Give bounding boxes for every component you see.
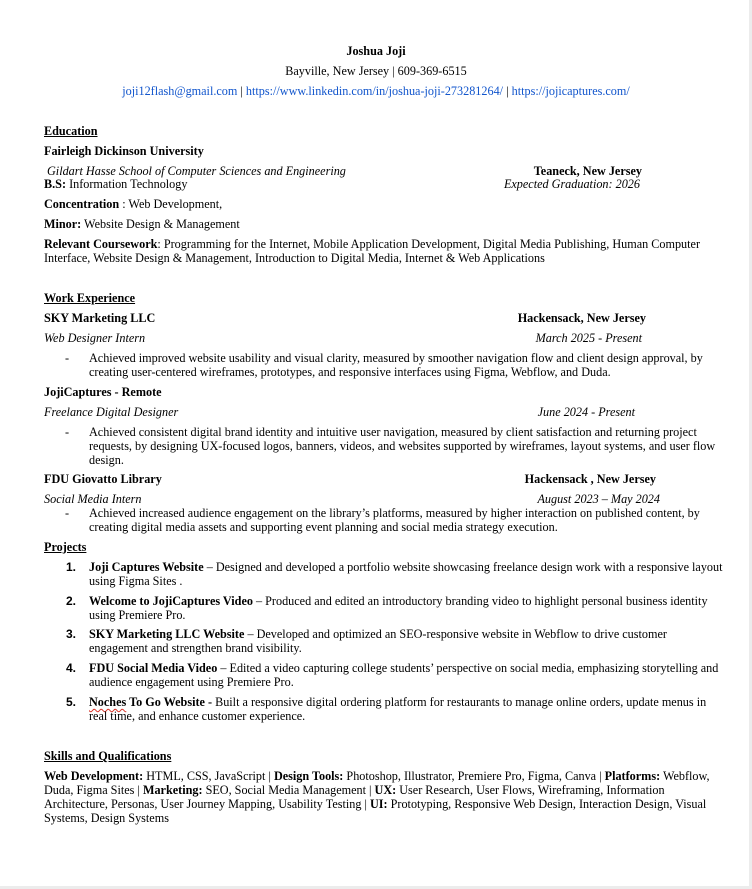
job-bullet: Achieved increased audience engagement on the library’s platforms, measured by higher interaction on published content, by creating digital media assets and supporting event planning and social media strategy execution. [89,506,700,534]
list-number: 5. [66,695,77,709]
job-title: Freelance Digital Designer [44,405,179,419]
project-item [89,627,724,655]
school-name: Fairleigh Dickinson University [44,144,204,158]
school-location: Teaneck, New Jersey [533,164,642,178]
projects-heading: Projects [44,540,87,554]
project-desc: – Developed and optimized an SEO-responsive website in Webflow to drive customer engagement and strengthen brand visibility. [89,627,667,655]
project-title-misspelled[interactable]: Noches [89,695,127,709]
list-number: 2. [66,594,77,608]
coursework [44,237,724,265]
project-item [89,594,724,622]
job-dates: August 2023 – May 2024 [537,492,660,506]
email-link[interactable]: joji12flash@gmail.com [122,84,238,98]
work-heading: Work Experience [44,291,136,305]
website-link[interactable]: https://jojicaptures.com/ [511,84,630,98]
bullet-dash: - [65,425,70,439]
job-dates: March 2025 - Present [535,331,642,345]
contact-links [0,84,752,98]
coursework-value: : Programming for the Internet, Mobile Application Development, Digital Media Publishing, Human Computer Interface, Website Design & Management, Introduction to Digital Media, Internet & Web Applications [44,237,700,265]
graduation-date: Expected Graduation: 2026 [503,177,640,191]
skill-label: Platforms: [604,769,661,783]
education-heading: Education [44,124,98,138]
job-company: FDU Giovatto Library [44,472,162,486]
project-desc: Built a responsive digital ordering platform for restaurants to manage online orders, update menus in real time, and enhance customer experience. [89,695,707,723]
degree-label: B.S: [44,177,67,191]
job-title: Social Media Intern [44,492,142,506]
skill-value: Photoshop, Illustrator, Premiere Pro, Figma, Canva | [343,769,605,783]
project-desc: – Produced and edited an introductory branding video to highlight personal business identity using Premiere Pro. [89,594,708,622]
skill-value: Prototyping, Responsive Web Design, Interaction Design, Visual Systems, Design Systems [44,797,707,825]
job-location: Hackensack , New Jersey [524,472,656,486]
project-title: To Go Website - [126,695,213,709]
minor [44,217,240,231]
skill-label: UI: [369,797,388,811]
concentration [44,197,222,211]
project-desc: – Designed and developed a portfolio website showcasing freelance design work with a responsive layout using Figma Sites . [89,560,723,588]
project-desc: – Edited a video capturing college students’ perspective on social media, emphasizing storytelling and audience engagement using Premiere Pro. [89,661,719,689]
project-item [89,560,724,588]
project-title: Welcome to JojiCaptures Video [89,594,253,608]
skill-label: UX: [374,783,397,797]
bullet-dash: - [65,351,70,365]
skill-value: User Research, User Flows, Wireframing, Information Architecture, Personas, User Journey Mapping, Usability Testing | [44,783,665,811]
skill-value: HTML, CSS, JavaScript | [143,769,274,783]
list-number: 3. [66,627,77,641]
project-title: SKY Marketing LLC Website [89,627,245,641]
resume-name: Joshua Joji [346,44,406,58]
skill-label: Design Tools: [273,769,344,783]
bullet-dash: - [65,506,70,520]
project-title: Joji Captures Website [89,560,204,574]
job-bullet: Achieved improved website usability and visual clarity, measured by smoother navigation flow and client design approval, by creating user-centered wireframes, prototypes, and responsive interfaces using Figma, Webflow, and Duda. [89,351,703,379]
skill-label: Marketing: [142,783,203,797]
linkedin-link[interactable]: https://www.linkedin.com/in/joshua-joji-273281264/ [245,84,504,98]
degree-value: Information Technology [66,177,188,191]
skill-value: Webflow, Duda, Figma Sites | [44,769,710,797]
college-name: Gildart Hasse School of Computer Sciences and Engineering [47,164,346,178]
skills-heading: Skills and Qualifications [44,749,172,763]
list-number: 4. [66,661,77,675]
minor-value: Website Design & Management [81,217,240,231]
concentration-label: Concentration [44,197,120,211]
job-bullet: Achieved consistent digital brand identity and intuitive user navigation, measured by client satisfaction and returning project requests, by designing UX-focused logos, banners, videos, and websites supported by wireframes, layout systems, and user flow design. [89,425,716,467]
job-company: JojiCaptures - Remote [44,385,162,399]
coursework-label: Relevant Coursework [44,237,158,251]
job-location: Hackensack, New Jersey [517,311,646,325]
job-dates: June 2024 - Present [537,405,635,419]
job-title: Web Designer Intern [44,331,146,345]
skills-paragraph [44,769,724,825]
separator: | [237,84,246,98]
concentration-value: : Web Development, [119,197,223,211]
project-title: FDU Social Media Video [89,661,218,675]
skill-label: Web Development: [44,769,144,783]
list-number: 1. [66,560,77,574]
project-item [89,695,724,723]
minor-label: Minor: [44,217,82,231]
location-phone: Bayville, New Jersey | 609-369-6515 [285,64,467,78]
skill-value: SEO, Social Media Management | [202,783,375,797]
degree [44,177,187,191]
project-item [89,661,724,689]
job-company: SKY Marketing LLC [44,311,156,325]
separator: | [503,84,512,98]
